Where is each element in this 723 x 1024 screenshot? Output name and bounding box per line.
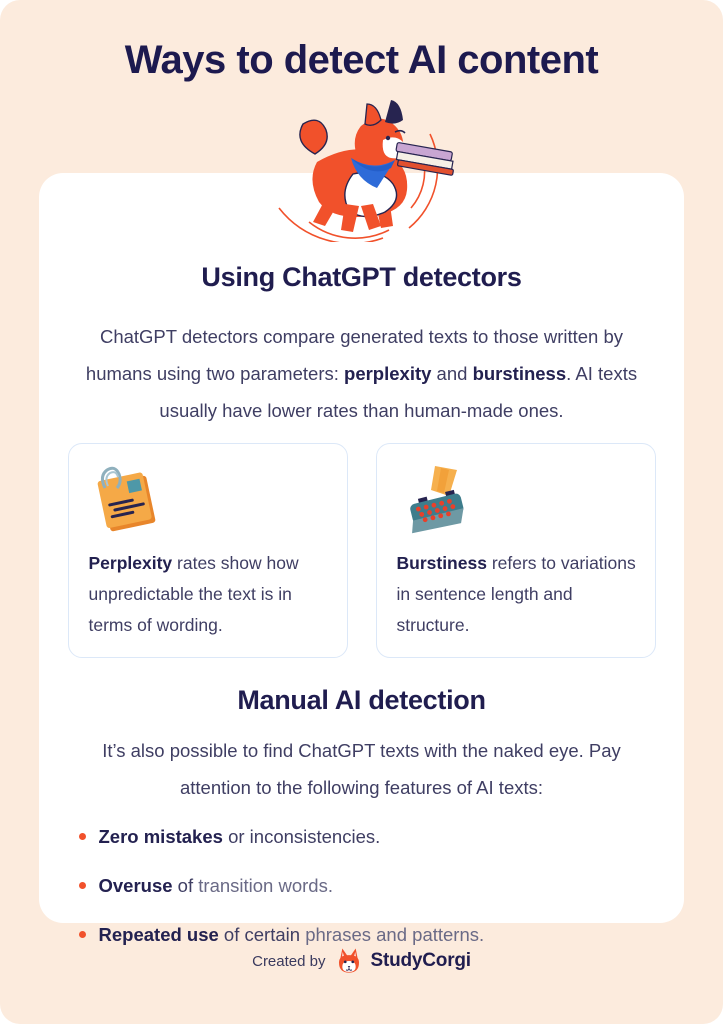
list-item-text: Repeated use of certain phrases and patterns. — [98, 924, 485, 945]
section-heading-detectors: Using ChatGPT detectors — [201, 262, 522, 292]
list-item — [79, 871, 645, 901]
paper-note-icon — [89, 462, 163, 536]
ai-features-list — [79, 822, 645, 969]
typewriter-icon — [397, 462, 471, 536]
list-item — [79, 920, 645, 950]
burstiness-card-text: Burstiness refers to variations in sentence length and structure. — [396, 553, 636, 635]
burstiness-card — [376, 443, 656, 658]
created-by-label: Created by — [252, 952, 326, 970]
parameter-cards-row — [68, 443, 656, 658]
page-title: Ways to detect AI content — [124, 38, 599, 82]
bullet-dot — [79, 931, 86, 938]
bullet-dot — [79, 882, 86, 889]
perplexity-card-text: Perplexity rates show how unpredictable the text is in terms of wording. — [88, 553, 299, 635]
manual-paragraph: It’s also possible to find ChatGPT texts with the naked eye. Pay attention to the following features of AI texts: — [102, 740, 621, 798]
section-heading-manual: Manual AI detection — [237, 685, 486, 715]
list-item-text: Overuse of transition words. — [98, 875, 333, 896]
corgi-illustration — [257, 96, 467, 242]
list-item — [79, 822, 645, 852]
perplexity-card — [68, 443, 348, 658]
detectors-paragraph: ChatGPT detectors compare generated texts to those written by humans using two parameters: perplexity and burstiness. AI texts usually have lower rates than human-made ones. — [85, 326, 638, 421]
brand-name: StudyCorgi — [370, 950, 471, 971]
bullet-dot — [79, 833, 86, 840]
content-card — [39, 173, 684, 945]
corgi-running-with-book-icon — [257, 96, 467, 242]
list-item-text: Zero mistakes or inconsistencies. — [98, 826, 381, 847]
